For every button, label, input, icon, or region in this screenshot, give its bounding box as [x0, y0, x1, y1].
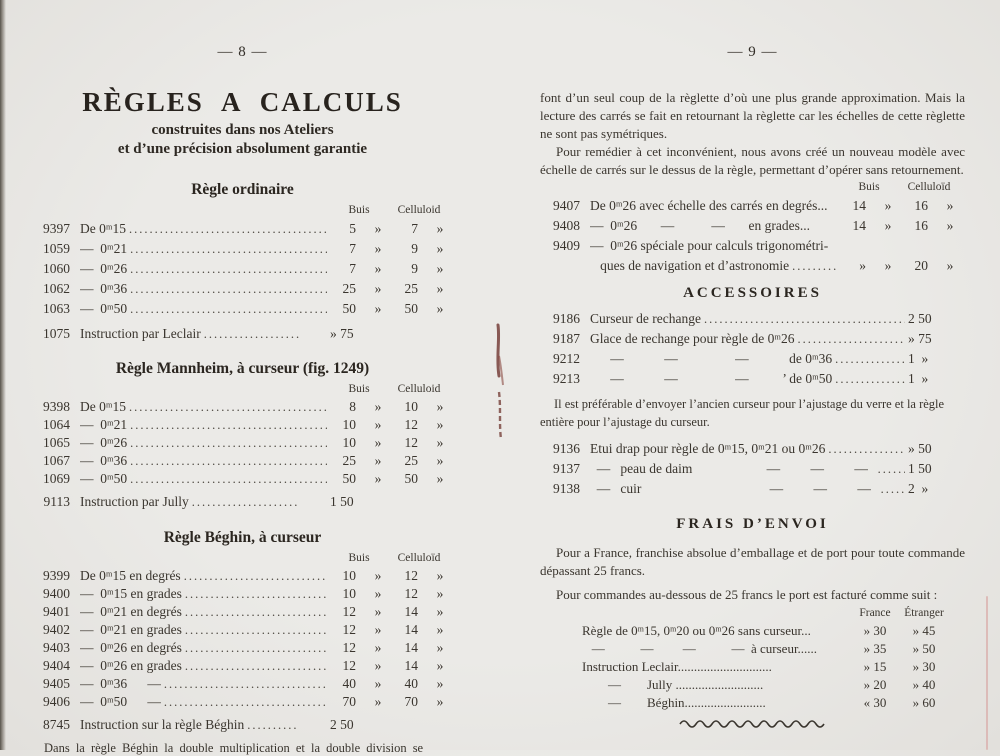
item-ref: 9213: [553, 371, 580, 386]
price-buis: 14: [852, 218, 866, 233]
item-description: Règle de 0ᵐ15, 0ᵐ20 ou 0ᵐ26 sans curseur...: [582, 623, 811, 638]
column-headers: [30, 552, 455, 565]
catalog-row: [30, 259, 455, 279]
item-description: — — — ’ de 0ᵐ50: [590, 371, 833, 386]
item-ref: 9402: [43, 622, 70, 637]
column-header-buis: Buis: [858, 181, 880, 193]
body-paragraph: font d’un seul coup de la règlette d’où une plus grande approximation. Mais la lecture des carrés se fait en retournant la règlette car les échelles de cette règlette ne sont pas symétriques.: [540, 90, 965, 141]
price-france: » 15: [863, 659, 887, 674]
guillemet: »: [436, 301, 444, 316]
section-heading-frais: FRAIS D’ENVOI: [676, 516, 829, 532]
item-description: — 0ᵐ21: [80, 241, 128, 256]
item-description: Instruction sur la règle Béghin: [80, 717, 245, 732]
catalog-row: [30, 416, 455, 434]
page-number-left: — 8 —: [217, 44, 268, 60]
catalog-row: [540, 369, 965, 389]
item-ref: 9186: [553, 311, 580, 326]
subtitle-line1: construites dans nos Ateliers: [151, 122, 334, 138]
column-headers: [30, 204, 455, 217]
price-celluloid: 12: [404, 568, 418, 583]
item-ref: 9399: [43, 568, 70, 583]
price-france: « 30: [863, 695, 887, 710]
item-ref: 9401: [43, 604, 70, 619]
dot-leader: [130, 470, 327, 488]
catalog-row: [30, 493, 455, 511]
item-description: — peau de daim — — —: [590, 461, 875, 476]
section-heading-accessoires: ACCESSOIRES: [683, 285, 822, 301]
item-price: » 50: [908, 441, 932, 456]
column-header-buis: Buis: [348, 204, 370, 216]
price-buis: 50: [342, 301, 356, 316]
page-8: [30, 0, 455, 756]
catalog-row: [30, 452, 455, 470]
item-description: — cuir — — —: [590, 481, 878, 496]
spacer: [540, 181, 840, 194]
item-ref: 8745: [43, 717, 70, 732]
dot-leader: [881, 479, 905, 499]
guillemet: »: [374, 417, 382, 432]
dot-leader: [130, 300, 327, 319]
price-buis: 7: [349, 261, 356, 276]
shipping-row: [540, 658, 965, 676]
item-description: — 0ᵐ21: [80, 417, 128, 432]
dot-leader: [185, 604, 327, 621]
page-footnote: Dans la règle Béghin la double multiplication et la double division se: [44, 741, 424, 755]
item-ref: 9398: [43, 399, 70, 414]
column-headers: [30, 383, 455, 396]
item-description: ques de navigation et d’astronomie: [590, 258, 790, 273]
dot-leader: [185, 640, 327, 657]
item-ref: 1059: [43, 241, 70, 256]
price-celluloid: 14: [404, 640, 418, 655]
price-france: » 20: [863, 677, 887, 692]
item-ref: 1065: [43, 435, 70, 450]
accessoires-note: Il est préférable d’envoyer l’ancien curseur pour l’ajustage du verre et la règle entière pour l’ajustage du curseur.: [540, 397, 945, 429]
body-paragraph: Pour remédier à cet inconvénient, nous avons créé un nouveau modèle avec échelle de carrés sur le dessus de la règle, permettant d’opérer sans retournement.: [540, 144, 965, 177]
dot-leader: [130, 452, 327, 470]
price-buis: 14: [852, 198, 866, 213]
item-description: — 0ᵐ15 en grades: [80, 586, 182, 601]
price-celluloid: 16: [914, 218, 928, 233]
item-description: — 0ᵐ21 en grades: [80, 622, 182, 637]
item-ref: 9113: [43, 494, 70, 509]
price-celluloid: 10: [404, 399, 418, 414]
price-celluloid: 25: [404, 453, 418, 468]
item-ref: 1062: [43, 281, 70, 296]
wavy-divider: [540, 716, 965, 734]
item-description: De 0ᵐ15: [80, 399, 126, 414]
section-heading-mannheim: Règle Mannheim, à curseur (fig. 1249): [115, 360, 370, 377]
dot-leader: [247, 717, 299, 734]
item-description: De 0ᵐ15 en degrés: [80, 568, 181, 583]
column-header-celluloid: Celluloïd: [397, 552, 441, 564]
price-celluloid: 50: [404, 301, 418, 316]
column-header-france: France: [859, 607, 891, 619]
item-description: — 0ᵐ36: [80, 281, 128, 296]
price-buis: 10: [342, 586, 356, 601]
guillemet: »: [374, 658, 382, 673]
price-buis: 25: [342, 281, 356, 296]
catalog-row: [30, 621, 455, 639]
item-ref: 1067: [43, 453, 70, 468]
guillemet: »: [374, 281, 382, 296]
item-description: — 0ᵐ50: [80, 471, 128, 486]
guillemet: »: [436, 604, 444, 619]
spacer: [540, 606, 853, 620]
dot-leader: [130, 260, 327, 279]
item-ref: 9397: [43, 221, 70, 236]
dot-leader: [130, 280, 327, 299]
item-description: Instruction par Jully: [80, 494, 189, 509]
item-description: — 0ᵐ26: [80, 435, 128, 450]
catalog-row: [540, 349, 965, 369]
price-buis: 7: [349, 241, 356, 256]
price-buis: 8: [349, 399, 356, 414]
item-description: — — — — à curseur......: [582, 641, 818, 656]
item-description: — 0ᵐ36: [80, 453, 128, 468]
catalog-row: [540, 216, 965, 236]
price-buis: 12: [342, 622, 356, 637]
price-celluloid: 12: [404, 435, 418, 450]
item-description: — 0ᵐ26 en grades: [80, 658, 182, 673]
catalog-row: [30, 470, 455, 488]
catalog-row: [30, 716, 455, 734]
guillemet: »: [374, 261, 382, 276]
price-buis: »: [859, 258, 866, 273]
price-buis: 12: [342, 604, 356, 619]
price-buis: 10: [342, 568, 356, 583]
price-buis: 70: [342, 694, 356, 709]
guillemet: »: [436, 640, 444, 655]
item-description: Instruction par Leclair: [80, 326, 201, 341]
catalog-row: [540, 439, 965, 459]
item-ref: 9136: [553, 441, 580, 456]
price-buis: 40: [342, 676, 356, 691]
item-description: — — — de 0ᵐ36: [590, 351, 833, 366]
guillemet: »: [946, 258, 954, 273]
column-header-etranger: Étranger: [904, 607, 944, 619]
price-celluloid: 14: [404, 658, 418, 673]
item-description: De 0ᵐ15: [80, 221, 126, 236]
column-header-buis: Buis: [348, 552, 370, 564]
shipping-row: [540, 640, 965, 658]
column-header-celluloid: Celluloid: [397, 204, 441, 216]
spacer: [30, 383, 330, 396]
item-description: — 0ᵐ26: [80, 261, 128, 276]
guillemet: »: [436, 658, 444, 673]
dot-leader: [185, 658, 327, 675]
item-description: — 0ᵐ50: [80, 301, 128, 316]
item-ref: 9403: [43, 640, 70, 655]
item-ref: 1069: [43, 471, 70, 486]
guillemet: »: [884, 218, 892, 233]
item-ref: 9404: [43, 658, 70, 673]
item-price: 2 50: [908, 311, 932, 326]
item-ref: 9400: [43, 586, 70, 601]
item-description: Instruction Leclair.............................: [582, 659, 772, 674]
item-description: — 0ᵐ26 en degrés: [80, 640, 182, 655]
guillemet: »: [374, 221, 382, 236]
dot-leader: [130, 434, 327, 452]
item-description: De 0ᵐ26 avec échelle des carrés en degrés...: [590, 198, 828, 213]
item-ref: 9405: [43, 676, 70, 691]
table-ordinaire: [30, 219, 455, 344]
guillemet: »: [436, 453, 444, 468]
guillemet: »: [436, 568, 444, 583]
catalog-row: [540, 459, 965, 479]
price-buis: 10: [342, 435, 356, 450]
dot-leader: [704, 309, 905, 329]
dot-leader: [164, 676, 327, 693]
guillemet: »: [436, 241, 444, 256]
dot-leader: [835, 369, 905, 389]
price-celluloid: 50: [404, 471, 418, 486]
dot-leader: [185, 622, 327, 639]
item-ref: 9138: [553, 481, 580, 496]
price-buis: 12: [342, 658, 356, 673]
guillemet: »: [374, 435, 382, 450]
guillemet: »: [374, 586, 382, 601]
scan-edge-right: [986, 596, 988, 750]
column-header-celluloid: Celluloid: [397, 383, 441, 395]
price-buis: 12: [342, 640, 356, 655]
item-price: 2 50: [330, 717, 354, 732]
guillemet: »: [884, 258, 892, 273]
price-france: » 30: [863, 623, 887, 638]
frais-paragraph: Pour commandes au-dessous de 25 francs le port est facturé comme suit :: [556, 587, 938, 602]
item-description: Etui drap pour règle de 0ᵐ15, 0ᵐ21 ou 0ᵐ26: [590, 441, 826, 456]
price-buis: 25: [342, 453, 356, 468]
item-description: — 0ᵐ36 —: [80, 676, 161, 691]
catalog-row: [30, 585, 455, 603]
catalog-row: [30, 398, 455, 416]
guillemet: »: [436, 471, 444, 486]
price-france: » 35: [863, 641, 887, 656]
catalog-row: [540, 309, 965, 329]
item-description: Glace de rechange pour règle de 0ᵐ26: [590, 331, 795, 346]
item-ref: 9406: [43, 694, 70, 709]
subtitle-line2: et d’une précision absolument garantie: [117, 141, 368, 157]
price-buis: 50: [342, 471, 356, 486]
item-ref: 9137: [553, 461, 580, 476]
catalog-row: [540, 236, 965, 256]
catalog-row: [30, 639, 455, 657]
scan-edge-left: [0, 0, 6, 750]
guillemet: »: [946, 198, 954, 213]
item-description: — Béghin.........................: [582, 695, 766, 710]
shipping-row: [540, 676, 965, 694]
binding-thread-mark: [490, 322, 508, 447]
column-header-celluloid: Celluloïd: [907, 181, 951, 193]
guillemet: »: [374, 694, 382, 709]
catalog-row: [540, 256, 965, 276]
price-celluloid: 25: [404, 281, 418, 296]
catalog-row: [30, 239, 455, 259]
item-ref: 1075: [43, 326, 70, 341]
item-price: 2 »: [908, 481, 929, 496]
catalog-row: [30, 657, 455, 675]
item-description: — 0ᵐ50 —: [80, 694, 161, 709]
item-price: 1 »: [908, 351, 929, 366]
item-ref: 9407: [553, 198, 580, 213]
price-etranger: » 45: [912, 623, 936, 638]
price-celluloid: 20: [914, 258, 928, 273]
column-header-buis: Buis: [348, 383, 370, 395]
dot-leader: [798, 329, 906, 349]
guillemet: »: [436, 281, 444, 296]
shipping-row: [540, 694, 965, 712]
dot-leader: [164, 694, 327, 711]
dot-leader: [192, 493, 299, 511]
guillemet: »: [436, 676, 444, 691]
frais-paragraph: Pour a France, franchise absolue d’emballage et de port pour toute commande dépassant 25 francs.: [540, 545, 965, 578]
catalog-row: [30, 675, 455, 693]
item-description: — 0ᵐ21 en degrés: [80, 604, 182, 619]
catalog-row: [30, 299, 455, 319]
item-description: — 0ᵐ26 — — en grades...: [590, 218, 810, 233]
guillemet: »: [946, 218, 954, 233]
table-etuis: [540, 439, 965, 499]
item-ref: 9408: [553, 218, 580, 233]
spacer: [30, 204, 330, 217]
dot-leader: [828, 439, 905, 459]
item-description: — Jully ...........................: [582, 677, 764, 692]
table-beghin: [30, 567, 455, 734]
catalog-row: [30, 567, 455, 585]
guillemet: »: [374, 640, 382, 655]
price-etranger: » 50: [912, 641, 936, 656]
item-ref: 9187: [553, 331, 580, 346]
section-heading-ordinaire: Règle ordinaire: [191, 181, 294, 198]
catalog-row: [30, 324, 455, 344]
shipping-row: [540, 622, 965, 640]
item-description: Curseur de rechange: [590, 311, 701, 326]
column-headers: [540, 181, 965, 194]
table-frais: [540, 622, 965, 712]
dot-leader: [130, 240, 327, 259]
item-price: 1 50: [330, 494, 354, 509]
dot-leader: [185, 586, 327, 603]
page-number-right: — 9 —: [727, 44, 778, 60]
guillemet: »: [436, 586, 444, 601]
catalog-row: [30, 434, 455, 452]
table-squares: [540, 196, 965, 276]
table-mannheim: [30, 398, 455, 511]
item-price: 1 50: [908, 461, 932, 476]
catalog-row: [540, 196, 965, 216]
guillemet: »: [884, 198, 892, 213]
item-ref: 1063: [43, 301, 70, 316]
guillemet: »: [436, 221, 444, 236]
price-celluloid: 14: [404, 622, 418, 637]
item-ref: 9409: [553, 238, 580, 253]
guillemet: »: [374, 622, 382, 637]
guillemet: »: [436, 694, 444, 709]
page-title: RÈGLES A CALCULS: [82, 87, 403, 117]
page-9: [540, 0, 965, 734]
guillemet: »: [374, 471, 382, 486]
catalog-row: [540, 479, 965, 499]
guillemet: »: [374, 241, 382, 256]
catalog-row: [540, 329, 965, 349]
dot-leader: [184, 568, 327, 585]
guillemet: »: [374, 301, 382, 316]
price-etranger: » 40: [912, 677, 936, 692]
price-buis: 10: [342, 417, 356, 432]
section-heading-beghin: Règle Béghin, à curseur: [163, 529, 322, 546]
guillemet: »: [374, 604, 382, 619]
catalog-row: [30, 219, 455, 239]
item-description: — 0ᵐ26 spéciale pour calculs trigonométri-: [590, 238, 829, 253]
guillemet: »: [436, 435, 444, 450]
item-price: » 75: [908, 331, 932, 346]
item-ref: 9212: [553, 351, 580, 366]
dot-leader: [792, 256, 837, 276]
price-celluloid: 40: [404, 676, 418, 691]
price-celluloid: 7: [411, 221, 418, 236]
guillemet: »: [374, 453, 382, 468]
dot-leader: [835, 349, 905, 369]
dot-leader: [129, 398, 327, 416]
price-celluloid: 12: [404, 586, 418, 601]
guillemet: »: [436, 399, 444, 414]
dot-leader: [204, 325, 299, 344]
price-etranger: » 30: [912, 659, 936, 674]
spacer: [30, 552, 330, 565]
price-etranger: » 60: [912, 695, 936, 710]
item-ref: 1064: [43, 417, 70, 432]
guillemet: »: [374, 676, 382, 691]
guillemet: »: [374, 399, 382, 414]
price-buis: 5: [349, 221, 356, 236]
price-celluloid: 14: [404, 604, 418, 619]
guillemet: »: [436, 622, 444, 637]
table-accessoires: [540, 309, 965, 389]
item-price: » 75: [330, 326, 354, 341]
catalog-row: [30, 279, 455, 299]
dot-leader: [878, 459, 905, 479]
catalog-row: [30, 603, 455, 621]
shipping-column-headers: [540, 606, 965, 620]
price-celluloid: 9: [411, 241, 418, 256]
item-ref: 1060: [43, 261, 70, 276]
dot-leader: [130, 416, 327, 434]
price-celluloid: 16: [914, 198, 928, 213]
guillemet: »: [436, 261, 444, 276]
guillemet: »: [436, 417, 444, 432]
guillemet: »: [374, 568, 382, 583]
price-celluloid: 9: [411, 261, 418, 276]
price-celluloid: 70: [404, 694, 418, 709]
item-price: 1 »: [908, 371, 929, 386]
dot-leader: [129, 220, 327, 239]
price-celluloid: 12: [404, 417, 418, 432]
catalog-row: [30, 693, 455, 711]
